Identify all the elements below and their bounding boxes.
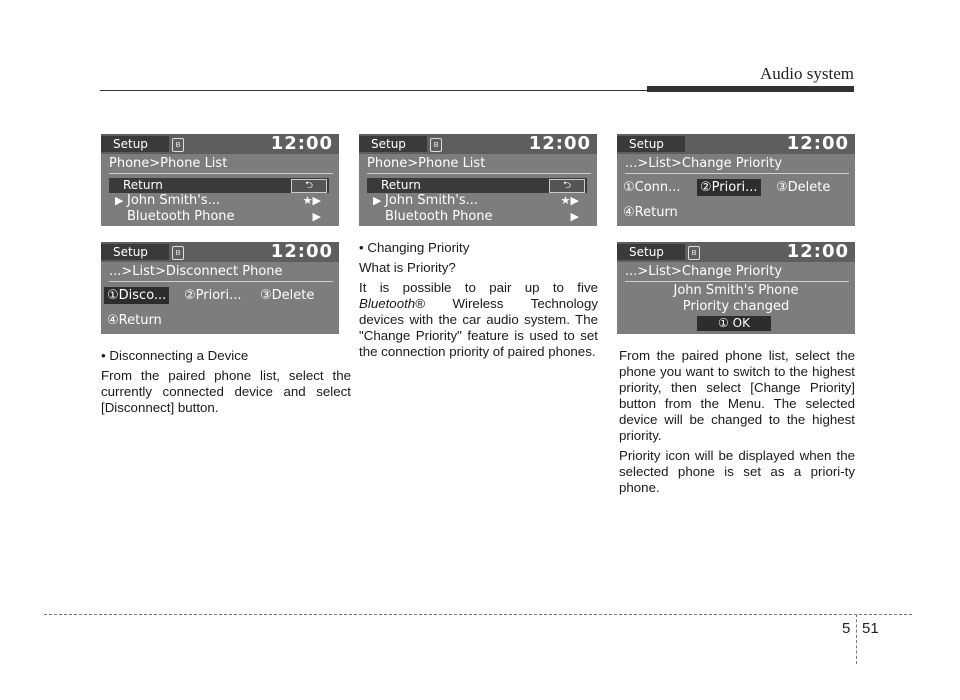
return-label: Return xyxy=(381,178,421,192)
back-arrow-icon: ⮌ xyxy=(291,179,327,193)
para-priority-icon: Priority icon will be displayed when the selected phone is set as a priori-ty phone. xyxy=(619,448,855,495)
screen-change-priority-menu xyxy=(617,134,855,226)
bullet-changing-priority: • Changing Priority xyxy=(359,240,598,256)
clock: 12:00 xyxy=(270,242,333,262)
footer-rule xyxy=(44,614,912,615)
chevron-right-icon: ▶ xyxy=(570,210,579,223)
priority-question: What is Priority? xyxy=(359,260,456,275)
breadcrumb: ...>List>Disconnect Phone xyxy=(109,264,283,279)
list-item-bluetooth: Bluetooth Phone xyxy=(127,209,235,224)
bluetooth-trademark: Bluetooth® xyxy=(359,296,425,311)
screen-phone-list-1 xyxy=(101,134,339,226)
breadcrumb: ...>List>Change Priority xyxy=(625,264,783,279)
page-number: 51 xyxy=(862,620,879,637)
setup-label: Setup xyxy=(617,136,685,152)
column-2-text xyxy=(359,240,598,364)
option-delete: ③Delete xyxy=(776,180,831,195)
bluetooth-icon: ʙ xyxy=(172,246,184,260)
option-return: ④Return xyxy=(623,205,678,220)
message-priority-changed: Priority changed xyxy=(682,299,790,314)
return-row xyxy=(367,178,587,193)
clock: 12:00 xyxy=(786,242,849,262)
list-item-john: John Smith's... xyxy=(127,193,221,208)
column-1-text xyxy=(101,348,351,420)
ok-button: ① OK xyxy=(697,316,771,331)
bluetooth-icon: ʙ xyxy=(430,138,442,152)
star-icon: ★▶ xyxy=(560,194,579,207)
chevron-right-icon: ▶ xyxy=(373,194,382,207)
chapter-number: 5 xyxy=(842,620,851,637)
footer-divider xyxy=(856,614,857,664)
setup-label: Setup xyxy=(101,136,169,152)
back-arrow-icon: ⮌ xyxy=(549,179,585,193)
breadcrumb: ...>List>Change Priority xyxy=(625,156,783,171)
list-item-john: John Smith's... xyxy=(385,193,479,208)
breadcrumb: Phone>Phone List xyxy=(109,156,228,171)
option-disconnect: ①Disco... xyxy=(104,287,169,304)
header-rule-bar xyxy=(647,86,854,92)
option-connect: ①Conn... xyxy=(623,180,681,195)
para-priority: It is possible to pair up to five Bluetooth® Wireless Technology devices with the car audio system. The "Change Priority" feature is used to set the connection priority of paired phones. xyxy=(359,280,598,359)
bluetooth-icon: ʙ xyxy=(688,246,700,260)
chevron-right-icon: ▶ xyxy=(115,194,124,207)
screen-phone-list-2 xyxy=(359,134,597,226)
clock: 12:00 xyxy=(528,134,591,154)
breadcrumb: Phone>Phone List xyxy=(367,156,486,171)
star-icon: ★▶ xyxy=(302,194,321,207)
setup-label: Setup xyxy=(101,244,169,260)
para-disconnecting: From the paired phone list, select the currently connected device and select [Disconnect] button. xyxy=(101,368,351,415)
screen-disconnect-menu xyxy=(101,242,339,334)
return-row xyxy=(109,178,329,193)
list-item-bluetooth: Bluetooth Phone xyxy=(385,209,493,224)
para-select-phone: From the paired phone list, select the phone you want to switch to the highest priority, then select [Change Priority] button from the Menu. The selected device will be changed to the highest priority. xyxy=(619,348,855,443)
setup-label: Setup xyxy=(617,244,685,260)
clock: 12:00 xyxy=(786,134,849,154)
return-label: Return xyxy=(123,178,163,192)
bluetooth-icon: ʙ xyxy=(172,138,184,152)
clock: 12:00 xyxy=(270,134,333,154)
option-priority: ②Priori... xyxy=(184,288,242,303)
option-return: ④Return xyxy=(107,313,162,328)
message-phone-name: John Smith's Phone xyxy=(673,283,799,298)
chevron-right-icon: ▶ xyxy=(312,210,321,223)
bullet-disconnecting: • Disconnecting a Device xyxy=(101,348,351,364)
screen-priority-changed xyxy=(617,242,855,334)
setup-label: Setup xyxy=(359,136,427,152)
header-title: Audio system xyxy=(760,64,854,83)
column-3-text xyxy=(619,348,855,500)
option-priority: ②Priori... xyxy=(697,179,761,196)
option-delete: ③Delete xyxy=(260,288,315,303)
